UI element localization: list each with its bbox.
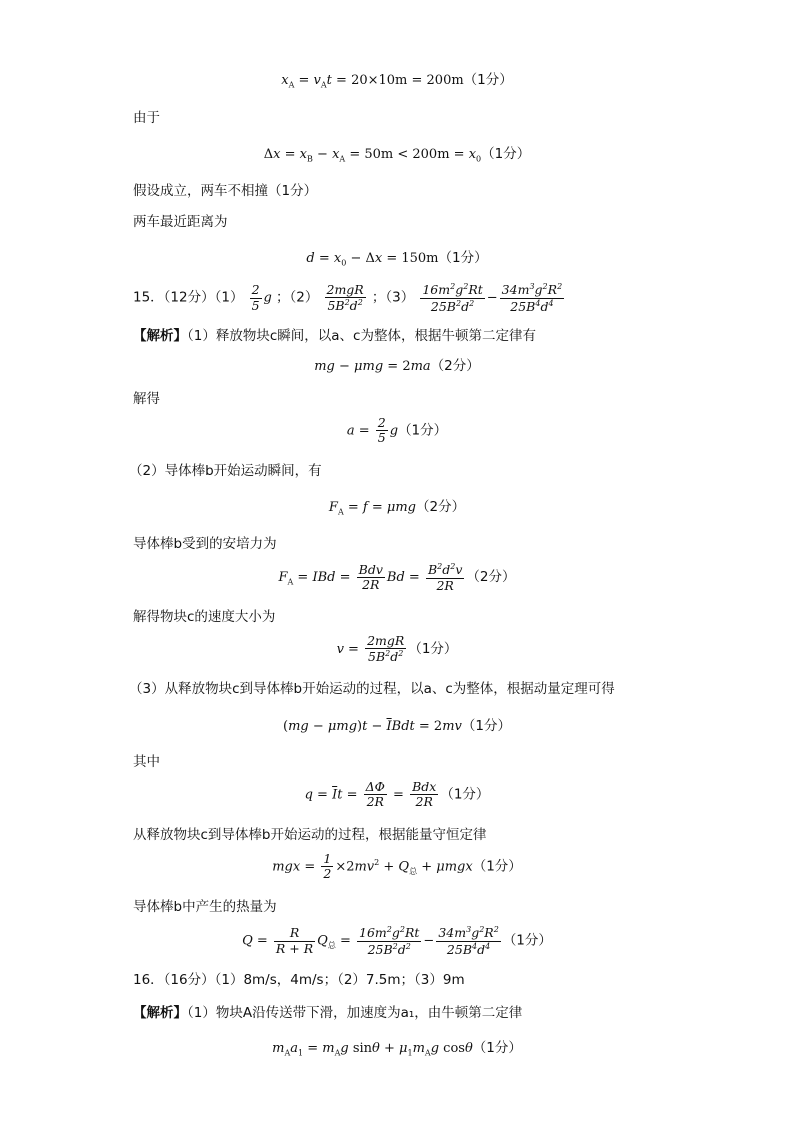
equation-v: v = 2mgR $5B^2d^2$ （1分） (336, 633, 458, 665)
equation-xa: $x_A = v_At = 20\times 10m = 200m(1$分） (281, 72, 513, 90)
q16-analysis-intro: 【解析】（1）物块A沿传送带下滑，加速度为a₁，由牛顿第二定律 (133, 1005, 523, 1021)
q15-analysis-intro: 【解析】（1）释放物块c瞬间，以a、c为整体，根据牛顿第二定律有 (133, 328, 536, 344)
q15-answer: 15．（12分）（1） $\frac{2}{5}$ g ；（2） 2mgR $5B^2d^2$ ；（3） $\frac{16m^2g^2Rt}{25B^2d^2}$ − $\frac{34m^3g^2R^2}{25B^4d^4}$ (133, 281, 563, 314)
equation-d: $d = x_0 - \Delta x = 150m(1$分） (306, 250, 488, 268)
equation-delta-x: $\Delta x = x_B - x_A = 50m < 200m = x_0(1$分） (263, 146, 531, 164)
text-youyu: 由于 (133, 110, 160, 126)
equation-a: a = $\frac{2}{5}$ g（1分） (346, 415, 448, 446)
equation-q: $q = \overline{I}t$ = $\frac{\Delta\Phi}{2R}$ = Bdx 2R （1分） (304, 779, 490, 810)
q16-answer: 16．（16分）（1）8m/s，4m/s；（2）7.5m；（3）9m (133, 972, 465, 988)
equation-energy: mgx = $\frac{1}{2}$ $\times 2mv^2 + Q_总 + \mu mgx(1$分） (272, 851, 522, 882)
text-energy: 从释放物块c到导体棒b开始运动的过程，根据能量守恒定律 (133, 827, 487, 843)
text-qizhong: 其中 (133, 754, 160, 770)
text-closest-distance: 两车最近距离为 (133, 214, 228, 230)
equation-belt: $m_Aa_1 = m_Ag$ $\sin\theta + \mu_1m_Ag$ cosθ（1分） (272, 1040, 522, 1058)
equation-ampere: $F_A$ = IBd = Bdv 2R Bd = $\frac{B^2d^2v}{2R}$ （2分） (278, 561, 516, 593)
text-part3: （3）从释放物块c到导体棒b开始运动的过程，以a、c为整体，根据动量定理可得 (129, 681, 615, 697)
text-part2: （2）导体棒b开始运动瞬间，有 (129, 463, 322, 479)
equation-heat: Q = $\frac{R}{R + R}$ $Q_总$ = $\frac{16m^2g^2Rt}{25B^2d^2}$ − $\frac{34m^3g^2R^2}{25B^4d^4}$ （1分） (242, 925, 552, 957)
text-assumption: 假设成立，两车不相撞（1分） (133, 183, 318, 199)
equation-newton2: mg − μmg = 2ma（2分） (314, 358, 480, 374)
equation-momentum: $(mg - \mu mg)t - \overline{I}Bdt = 2mv(1$分） (283, 718, 511, 734)
text-ampere: 导体棒b受到的安培力为 (133, 536, 277, 552)
text-heat: 导体棒b中产生的热量为 (133, 899, 277, 915)
text-jiede: 解得 (133, 391, 160, 407)
equation-fa: $F_A = f = \mu mg(2$分） (328, 499, 466, 517)
text-velocity: 解得物块c的速度大小为 (133, 609, 276, 625)
